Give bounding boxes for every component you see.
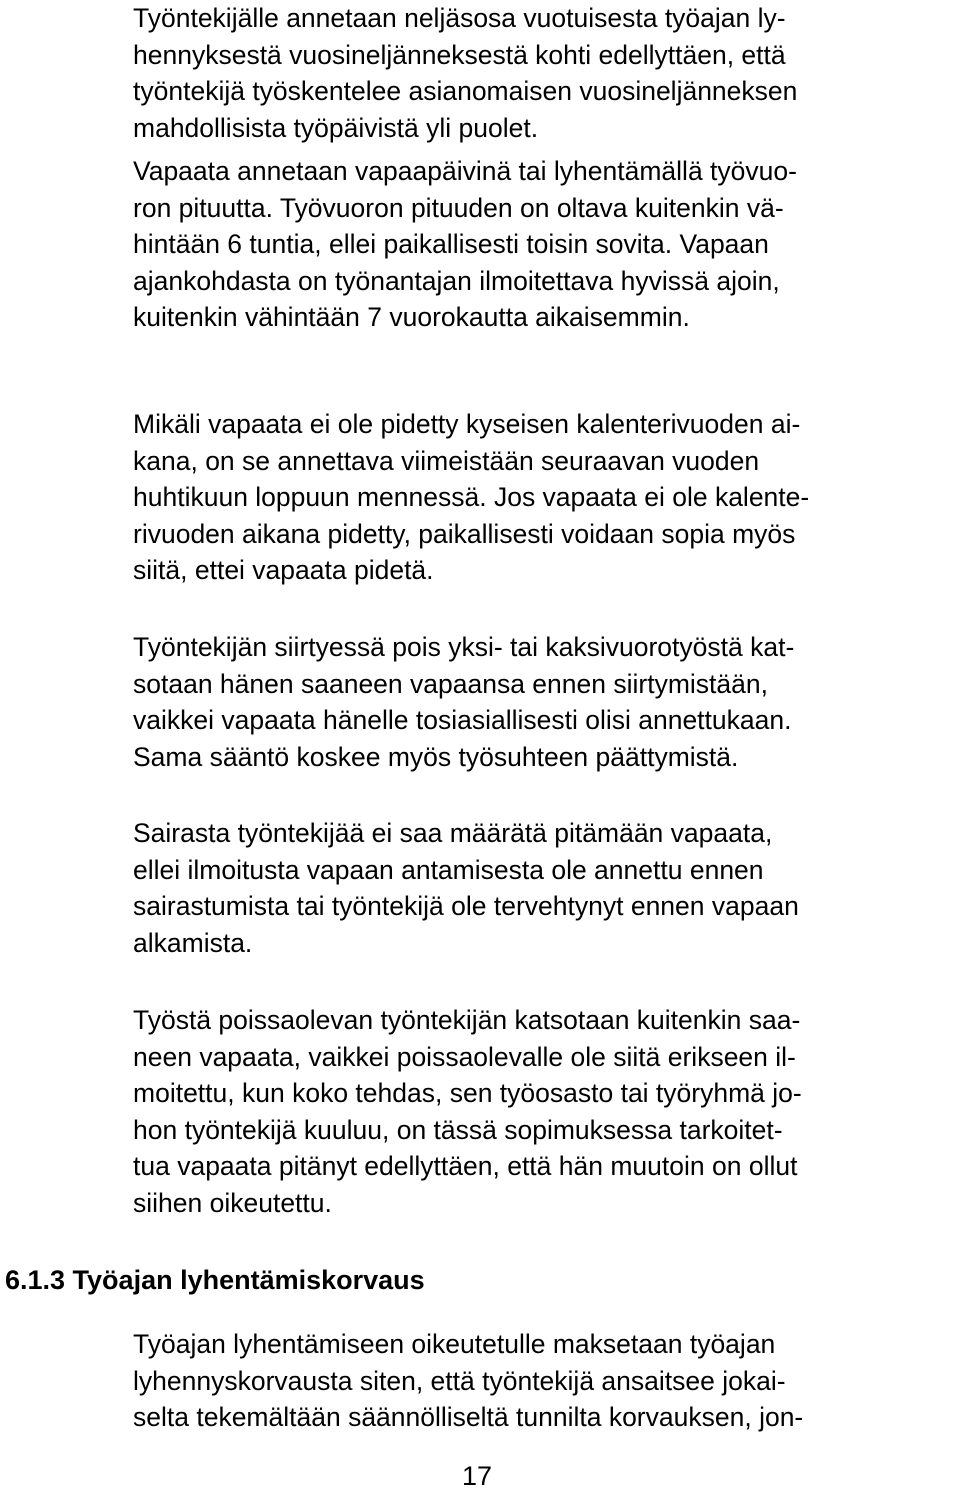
paragraph-line: Työntekijän siirtyessä pois yksi- tai kaksivuorotyöstä kat- <box>133 632 795 662</box>
paragraph-line: hon työntekijä kuuluu, on tässä sopimuksessa tarkoitet- <box>133 1114 783 1145</box>
paragraph-line: Työntekijälle annetaan neljäsosa vuotuisesta työajan ly- <box>133 3 786 33</box>
paragraph-line: tua vapaata pitänyt edellyttäen, että hän muutoin on ollut <box>133 1151 798 1182</box>
page-number: 17 <box>462 1461 493 1491</box>
paragraph-line: Sairasta työntekijää ei saa määrätä pitämään vapaata, <box>133 818 773 848</box>
paragraph-line: neen vapaata, vaikkei poissaolevalle ole siitä erikseen il- <box>133 1041 796 1072</box>
paragraph-line: työntekijä työskentelee asianomaisen vuosineljänneksen <box>133 76 798 107</box>
paragraph-3 <box>133 406 809 589</box>
paragraph-line: selta tekemältään säännölliseltä tunnilta korvauksen, jon- <box>133 1402 804 1433</box>
paragraph-4 <box>133 629 794 775</box>
paragraph-line: Sama sääntö koskee myös työsuhteen päättymistä. <box>133 741 739 772</box>
paragraph-line: hennyksestä vuosineljänneksestä kohti edellyttäen, että <box>133 39 786 70</box>
paragraph-line: Vapaata annetaan vapaapäivinä tai lyhentämällä työvuo- <box>133 156 797 186</box>
section-heading: 6.1.3 Työajan lyhentämiskorvaus <box>5 1265 425 1295</box>
paragraph-2 <box>133 153 797 336</box>
final-paragraph <box>133 1326 803 1436</box>
paragraph-line: mahdollisista työpäivistä yli puolet. <box>133 112 539 143</box>
paragraph-line: sairastumista tai työntekijä ole tervehtynyt ennen vapaan <box>133 891 799 922</box>
paragraph-6 <box>133 1002 802 1222</box>
paragraph-5 <box>133 815 799 961</box>
paragraph-line: siihen oikeutettu. <box>133 1187 332 1218</box>
paragraph-line: ajankohdasta on työnantajan ilmoitettava hyvissä ajoin, <box>133 265 780 296</box>
paragraph-line: Työajan lyhentämiseen oikeutetulle maksetaan työajan <box>133 1329 776 1359</box>
paragraph-line: sotaan hänen saaneen vapaansa ennen siirtymistään, <box>133 668 768 699</box>
paragraph-line: Työstä poissaolevan työntekijän katsotaan kuitenkin saa- <box>133 1005 801 1035</box>
paragraph-line: rivuoden aikana pidetty, paikallisesti voidaan sopia myös <box>133 518 796 549</box>
paragraph-line: Mikäli vapaata ei ole pidetty kyseisen kalenterivuoden ai- <box>133 409 801 439</box>
paragraph-line: alkamista. <box>133 927 253 958</box>
paragraph-line: lyhennyskorvausta siten, että työntekijä ansaitsee jokai- <box>133 1365 786 1396</box>
paragraph-line: hintään 6 tuntia, ellei paikallisesti toisin sovita. Vapaan <box>133 229 769 260</box>
paragraph-line: ellei ilmoitusta vapaan antamisesta ole annettu ennen <box>133 854 764 885</box>
paragraph-line: huhtikuun loppuun mennessä. Jos vapaata ei ole kalente- <box>133 482 810 513</box>
paragraph-line: kuitenkin vähintään 7 vuorokautta aikaisemmin. <box>133 302 690 333</box>
paragraph-line: siitä, ettei vapaata pidetä. <box>133 555 434 586</box>
paragraph-line: moitettu, kun koko tehdas, sen työosasto tai työryhmä jo- <box>133 1078 802 1109</box>
paragraph-line: kana, on se annettava viimeistään seuraavan vuoden <box>133 445 760 476</box>
paragraph-1 <box>133 0 797 146</box>
paragraph-line: vaikkei vapaata hänelle tosiasiallisesti olisi annettukaan. <box>133 705 792 736</box>
paragraph-line: ron pituutta. Työvuoron pituuden on oltava kuitenkin vä- <box>133 192 784 223</box>
